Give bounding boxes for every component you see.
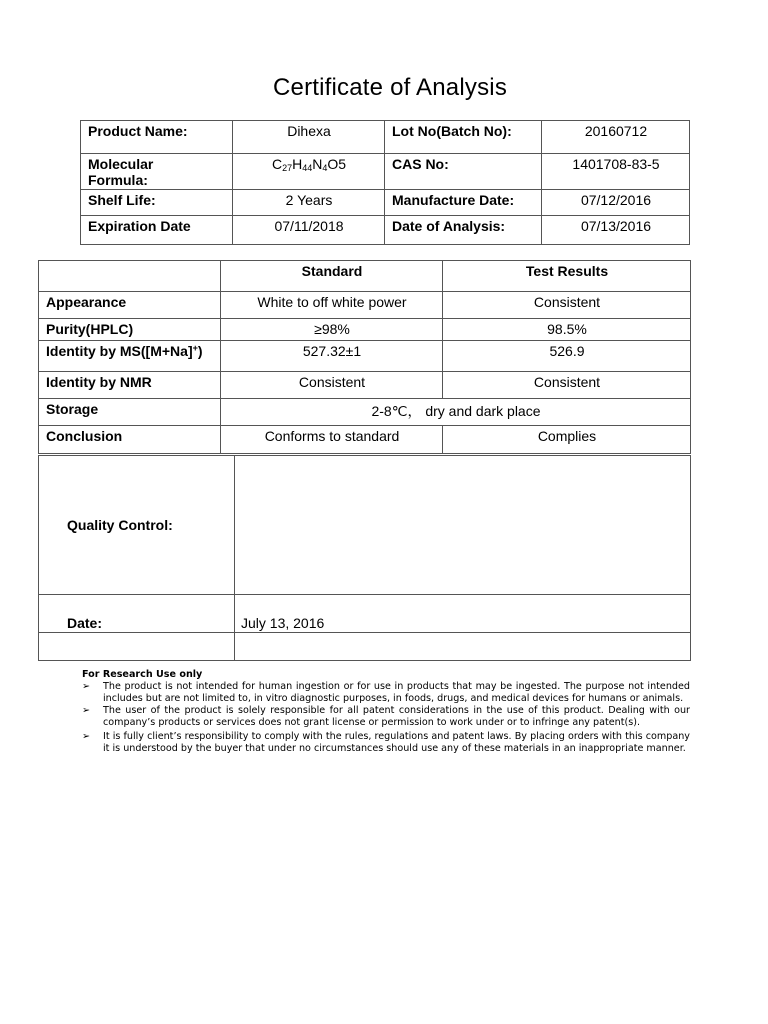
research-use-notes — [82, 669, 690, 755]
row-label-identity-nmr: Identity by NMR — [39, 372, 221, 399]
table-row — [39, 426, 691, 454]
product-name-label: Product Name: — [81, 121, 233, 154]
document-title: Certificate of Analysis — [272, 74, 508, 101]
note-item — [82, 731, 690, 755]
header-standard: Standard — [221, 261, 443, 292]
row-result-purity: 98.5% — [443, 319, 691, 341]
row-standard-identity-nmr: Consistent — [221, 372, 443, 399]
row-label-identity-ms — [39, 341, 221, 372]
arrow-bullet-icon: ➢ — [82, 731, 91, 742]
row-result-identity-nmr: Consistent — [443, 372, 691, 399]
formula-c-count: 27 — [282, 163, 293, 173]
shelf-life-value: 2 Years — [233, 190, 385, 216]
identity-ms-label-sup: + — [192, 343, 198, 353]
molecular-formula-label-line1: Molecular — [88, 156, 154, 172]
note-text-3: It is fully client’s responsibility to comply with the rules, regulations and patent laws. By placing orders with this company it is understood by the buyer that under no circumstances should use any of these materials in an inappropriate manner. — [103, 731, 690, 754]
empty-cell-right — [235, 633, 691, 661]
analysis-date-label: Date of Analysis: — [385, 216, 542, 245]
lot-label: Lot No(Batch No): — [385, 121, 542, 154]
quality-control-signature-area — [235, 456, 691, 595]
table-row — [39, 341, 691, 372]
row-label-storage: Storage — [39, 399, 221, 426]
formula-c: C — [271, 156, 283, 172]
manufacture-date-label: Manufacture Date: — [385, 190, 542, 216]
cas-label: CAS No: — [385, 154, 542, 190]
formula-tail: O5 — [327, 156, 347, 172]
row-result-identity-ms: 526.9 — [443, 341, 691, 372]
row-standard-identity-ms: 527.32±1 — [221, 341, 443, 372]
row-label-conclusion: Conclusion — [39, 426, 221, 454]
molecular-formula-value — [233, 154, 385, 190]
note-text-2: The user of the product is solely responsible for all patent considerations in the use of this product. Dealing with our company’s products or services does not grant license or permission to work under or to infringe any patent(s). — [103, 705, 690, 728]
analysis-date-value: 07/13/2016 — [542, 216, 690, 245]
molecular-formula-label-line2: Formula: — [88, 172, 148, 188]
header-blank — [39, 261, 221, 292]
qc-date-label: Date: — [39, 595, 235, 633]
expiration-date-value: 07/11/2018 — [233, 216, 385, 245]
note-text-1: The product is not intended for human ingestion or for use in products that may be ingested. The purpose not intended includes but are not limited to, in vitro diagnostic purposes, in foods, drugs, and medical devices for humans or animals. — [103, 681, 690, 704]
manufacture-date-value: 07/12/2016 — [542, 190, 690, 216]
note-item — [82, 705, 690, 729]
product-info-table — [80, 120, 690, 245]
expiration-date-label: Expiration Date — [81, 216, 233, 245]
row-result-conclusion: Complies — [443, 426, 691, 454]
row-standard-conclusion: Conforms to standard — [221, 426, 443, 454]
formula-h-count: 44 — [302, 163, 313, 173]
molecular-formula-label — [81, 154, 233, 190]
cas-value: 1401708-83-5 — [542, 154, 690, 190]
quality-control-table — [38, 455, 691, 661]
table-row — [39, 319, 691, 341]
note-item — [82, 681, 690, 705]
formula-h: H — [292, 156, 303, 172]
identity-ms-label-post: ) — [197, 343, 203, 359]
formula-n-count: 4 — [322, 163, 328, 173]
product-name-value: Dihexa — [233, 121, 385, 154]
row-label-appearance: Appearance — [39, 292, 221, 319]
notes-heading: For Research Use only — [82, 669, 203, 680]
empty-cell-left — [39, 633, 235, 661]
lot-value: 20160712 — [542, 121, 690, 154]
arrow-bullet-icon: ➢ — [82, 705, 91, 716]
results-table — [38, 260, 691, 454]
row-value-storage: 2-8℃， dry and dark place — [221, 399, 691, 426]
row-label-purity: Purity(HPLC) — [39, 319, 221, 341]
arrow-bullet-icon: ➢ — [82, 681, 91, 692]
shelf-life-label: Shelf Life: — [81, 190, 233, 216]
qc-date-value: July 13, 2016 — [235, 595, 691, 633]
row-standard-appearance: White to off white power — [221, 292, 443, 319]
table-row — [39, 399, 691, 426]
header-test-results: Test Results — [443, 261, 691, 292]
formula-n: N — [312, 156, 323, 172]
table-row — [39, 292, 691, 319]
table-row — [39, 372, 691, 399]
row-standard-purity: ≥98% — [221, 319, 443, 341]
quality-control-label: Quality Control: — [39, 456, 235, 595]
identity-ms-label-pre: Identity by MS([M+Na] — [46, 343, 193, 359]
row-result-appearance: Consistent — [443, 292, 691, 319]
